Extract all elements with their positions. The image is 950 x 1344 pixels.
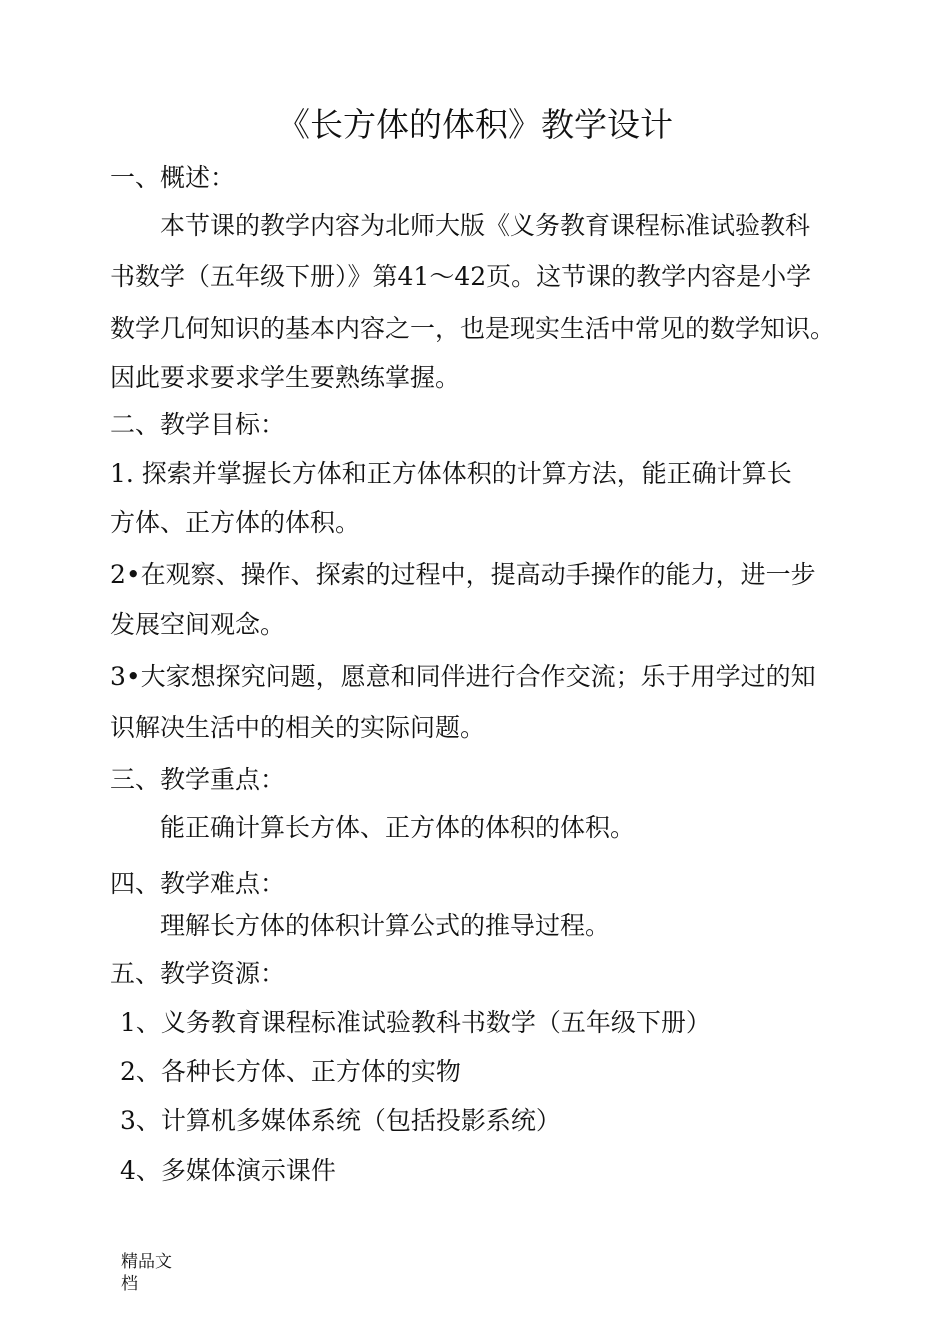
footer-text-line-1: 精品文: [121, 1252, 172, 1272]
goals-line-3: 2•在观察、操作、探索的过程中，提高动手操作的能力，进一步: [110, 560, 816, 589]
goals-line-2: 方体、正方体的体积。: [110, 508, 361, 537]
overview-heading: 一、概述：: [110, 163, 236, 192]
resource-item-3: 3、计算机多媒体系统（包括投影系统）: [120, 1106, 561, 1135]
resource-item-1: 1、义务教育课程标准试验教科书数学（五年级下册）: [120, 1008, 711, 1037]
overview-line-2: 书数学（五年级下册）》第41～42页。这节课的教学内容是小学: [110, 262, 812, 291]
difficulty-heading: 四、教学难点：: [110, 869, 286, 898]
resources-heading: 五、教学资源：: [110, 959, 286, 988]
goals-line-4: 发展空间观念。: [110, 610, 286, 639]
goals-heading: 二、教学目标：: [110, 410, 286, 439]
overview-line-4: 因此要求要求学生要熟练掌握。: [110, 363, 461, 392]
document-title: 《长方体的体积》教学设计: [277, 105, 673, 144]
overview-line-3: 数学几何知识的基本内容之一，也是现实生活中常见的数学知识。: [110, 314, 836, 343]
goals-line-1: 1. 探索并掌握长方体和正方体体积的计算方法，能正确计算长: [110, 459, 792, 488]
footer-text-line-2: 档: [121, 1274, 138, 1294]
overview-line-1: 本节课的教学内容为北师大版《义务教育课程标准试验教科: [160, 211, 811, 240]
goals-line-6: 识解决生活中的相关的实际问题。: [110, 713, 486, 742]
resource-item-4: 4、多媒体演示课件: [120, 1156, 336, 1185]
goals-line-5: 3•大家想探究问题，愿意和同伴进行合作交流；乐于用学过的知: [110, 662, 816, 691]
key-point-text: 能正确计算长方体、正方体的体积的体积。: [160, 813, 636, 842]
key-point-heading: 三、教学重点：: [110, 765, 286, 794]
difficulty-text: 理解长方体的体积计算公式的推导过程。: [160, 911, 611, 940]
resource-item-2: 2、各种长方体、正方体的实物: [120, 1057, 461, 1086]
